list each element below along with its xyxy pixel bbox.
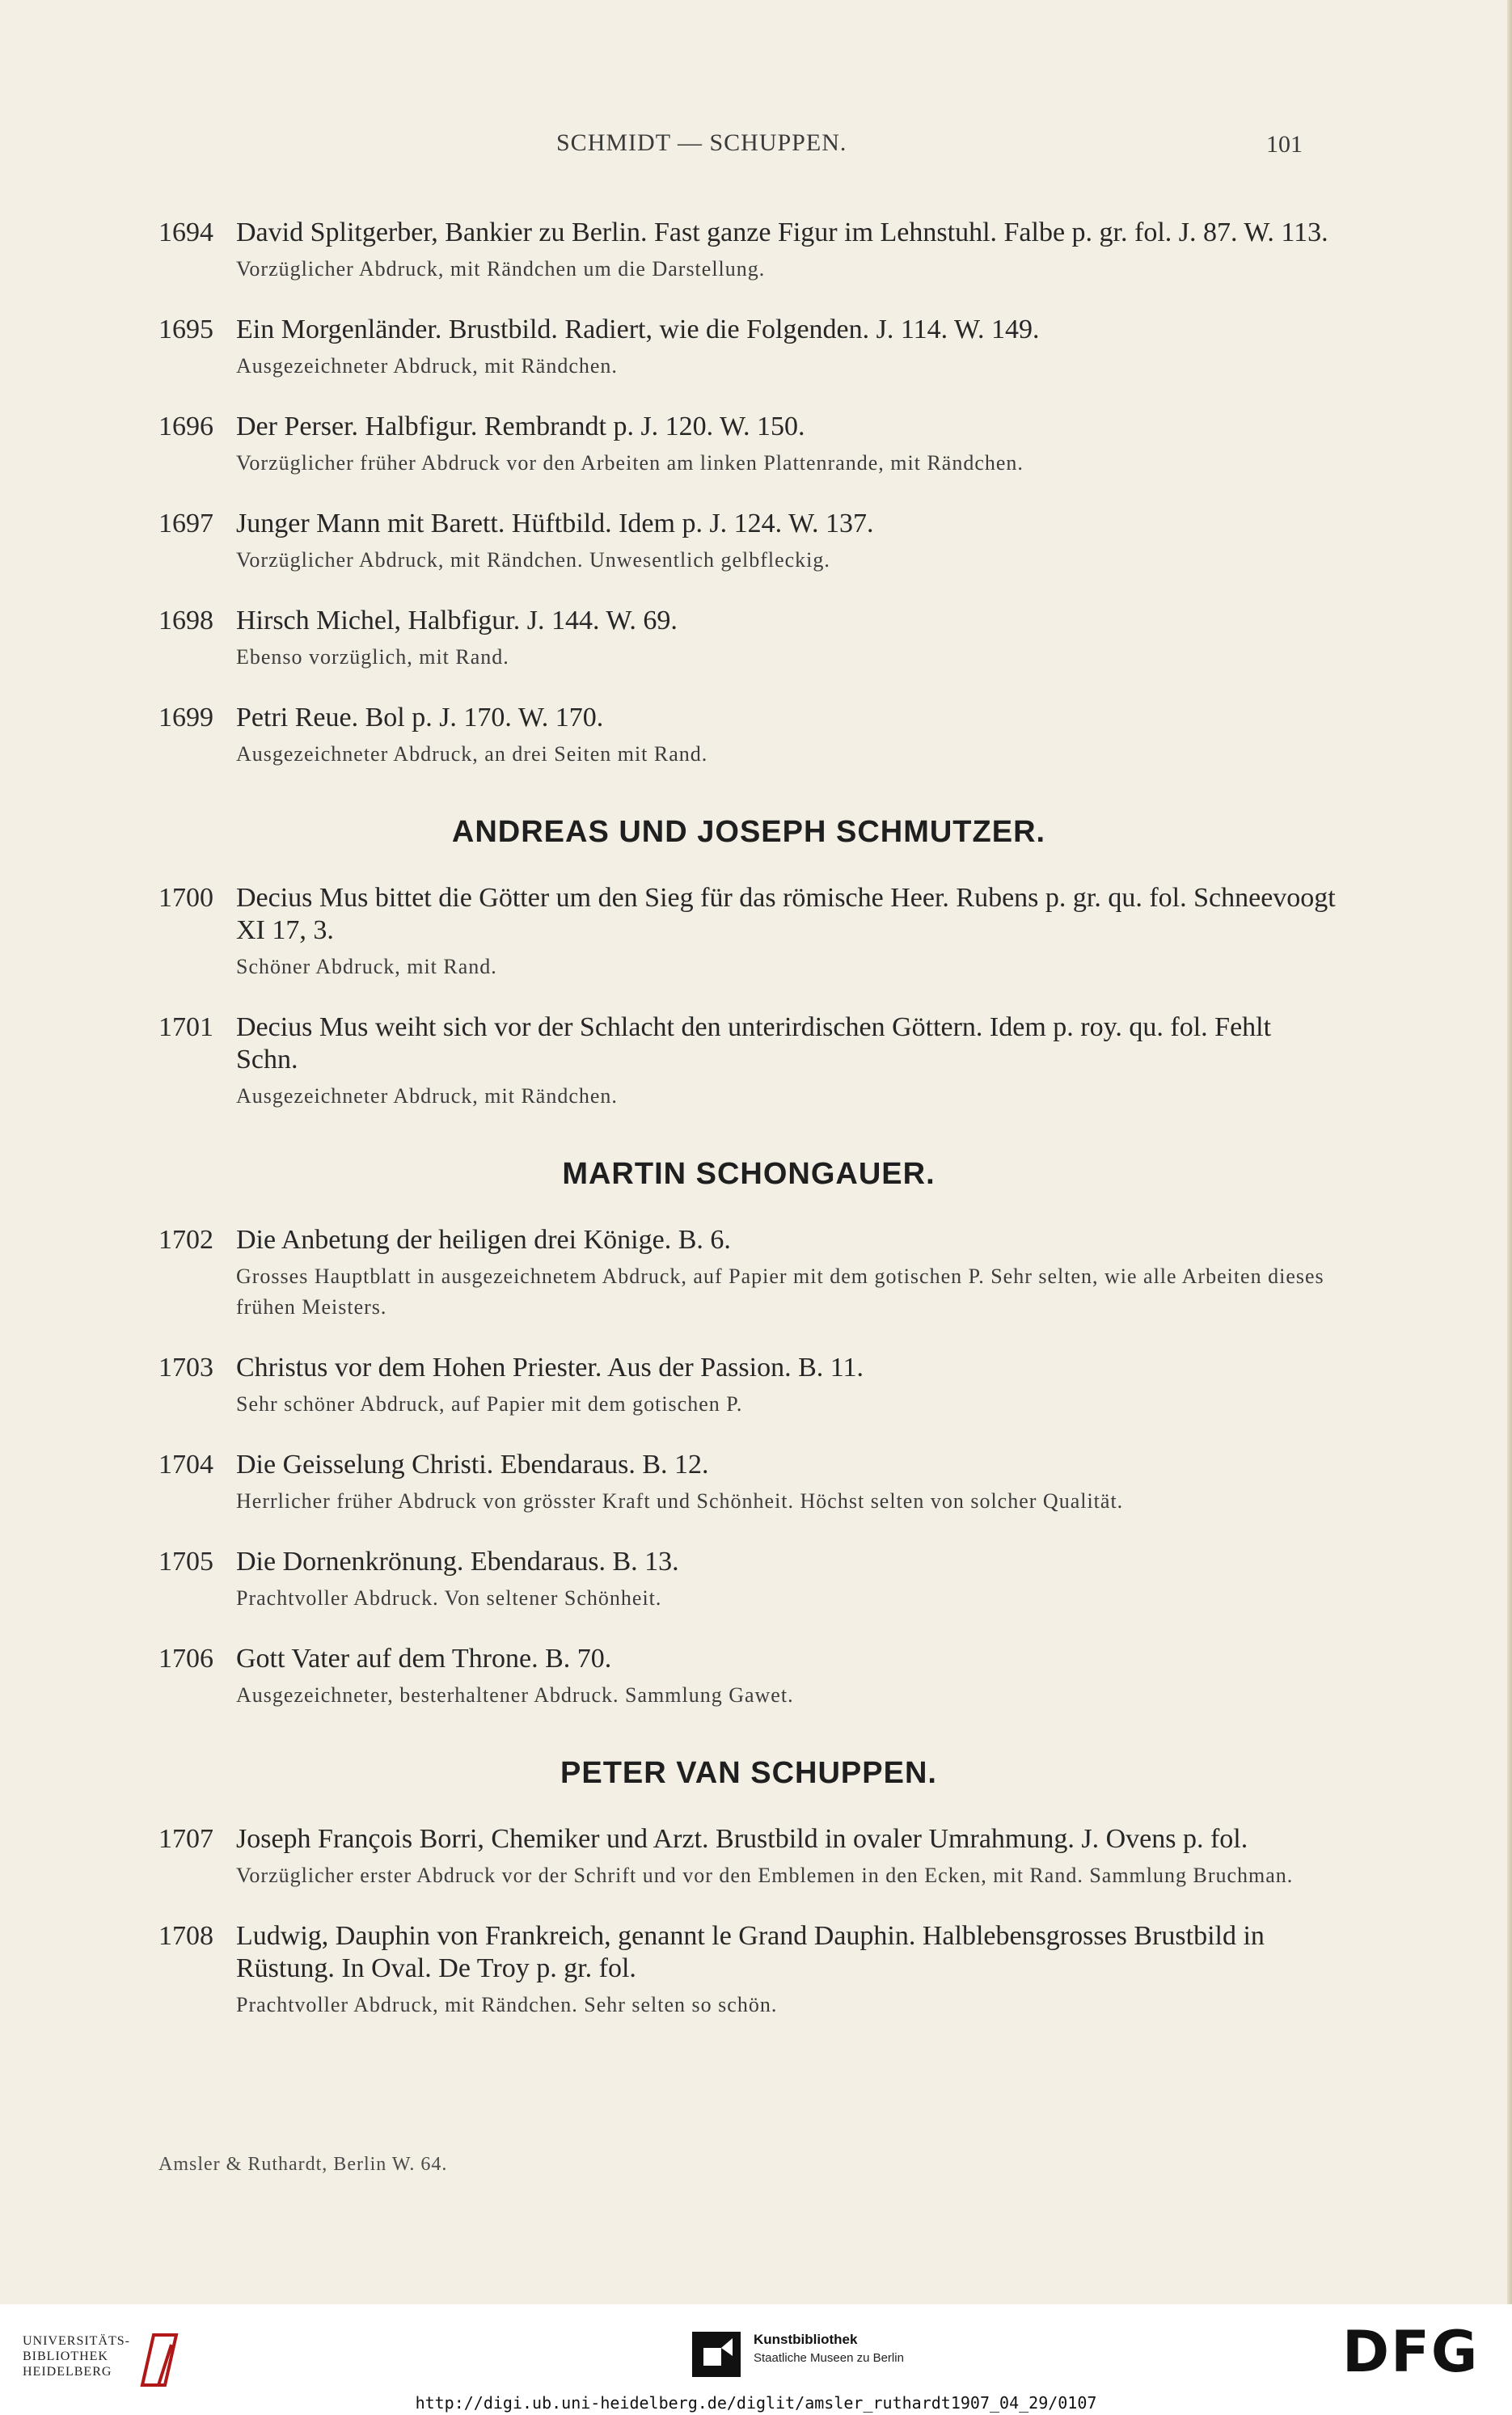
kunstbibliothek-name: Kunstbibliothek: [754, 2332, 858, 2347]
entry-description: Gott Vater auf dem Throne. B. 70.: [236, 1644, 612, 1674]
catalog-content: [158, 217, 1339, 2050]
kunstbibliothek-subtitle: Staatliche Museen zu Berlin: [754, 2351, 904, 2365]
condition-note: Vorzüglicher Abdruck, mit Rändchen um die Darstellung.: [236, 257, 766, 281]
entry-description: Die Geisselung Christi. Ebendaraus. B. 12.: [236, 1450, 709, 1480]
catalog-entry: [158, 1920, 1339, 2020]
entry-description: Petri Reue. Bol p. J. 170. W. 170.: [236, 703, 604, 733]
catalog-entry: [158, 882, 1339, 982]
section-heading: ANDREAS UND JOSEPH SCHMUTZER.: [451, 815, 1046, 849]
lot-number: 1705: [158, 1547, 213, 1577]
entry-description: David Splitgerber, Bankier zu Berlin. Fast ganze Figur im Lehnstuhl. Falbe p. gr. fol. J. 87. W. 113.: [236, 217, 1328, 247]
lot-number: 1699: [158, 703, 213, 733]
footer-bar: [0, 2304, 1512, 2415]
condition-note: Ausgezeichneter Abdruck, an drei Seiten mit Rand.: [236, 742, 708, 766]
catalog-entry: [158, 314, 1339, 382]
lot-number: 1700: [158, 883, 213, 913]
catalog-entry: [158, 702, 1339, 770]
running-head: [0, 129, 1512, 165]
running-title: SCHMIDT — SCHUPPEN.: [556, 129, 847, 156]
condition-note: Ausgezeichneter Abdruck, mit Rändchen.: [236, 354, 618, 378]
lot-number: 1704: [158, 1450, 213, 1480]
university-emblem-icon: [136, 2328, 184, 2392]
dfg-logo[interactable]: DFG: [1342, 2319, 1480, 2385]
condition-note: Sehr schöner Abdruck, auf Papier mit dem gotischen P.: [236, 1392, 743, 1416]
lot-number: 1696: [158, 412, 213, 441]
entry-description: Joseph François Borri, Chemiker und Arzt. Brustbild in ovaler Umrahmung. J. Ovens p. fol.: [236, 1824, 1248, 1854]
catalog-entry: [158, 1224, 1339, 1323]
catalog-entry: [158, 411, 1339, 479]
lot-number: 1701: [158, 1012, 213, 1042]
section-heading: MARTIN SCHONGAUER.: [562, 1157, 935, 1191]
entry-description: Ludwig, Dauphin von Frankreich, genannt le Grand Dauphin. Halblebensgrosses Brustbild in Rüstung. In Oval. De Troy p. gr. fol.: [236, 1921, 1265, 1983]
section-heading: PETER VAN SCHUPPEN.: [560, 1756, 937, 1790]
condition-note: Ebenso vorzüglich, mit Rand.: [236, 645, 509, 669]
entry-description: Christus vor dem Hohen Priester. Aus der Passion. B. 11.: [236, 1353, 864, 1383]
university-library-logo[interactable]: [23, 2328, 184, 2393]
permalink-url[interactable]: http://digi.ub.uni-heidelberg.de/diglit/amsler_ruthardt1907_04_29/0107: [415, 2393, 1097, 2413]
entry-description: Die Dornenkrönung. Ebendaraus. B. 13.: [236, 1547, 679, 1577]
catalog-entry: [158, 1823, 1339, 1891]
university-line: BIBLIOTHEK: [23, 2350, 108, 2363]
entry-description: Die Anbetung der heiligen drei Könige. B. 6.: [236, 1225, 731, 1255]
entry-description: Junger Mann mit Barett. Hüftbild. Idem p. J. 124. W. 137.: [236, 509, 874, 538]
lot-number: 1708: [158, 1921, 213, 1951]
entry-description: Hirsch Michel, Halbfigur. J. 144. W. 69.: [236, 606, 678, 635]
catalog-entry: [158, 508, 1339, 576]
catalog-entry: [158, 1352, 1339, 1420]
catalog-entry: [158, 1011, 1339, 1112]
condition-note: Grosses Hauptblatt in ausgezeichnetem Abdruck, auf Papier mit dem gotischen P. Sehr selten, wie alle Arbeiten dieses frühen Meisters.: [236, 1264, 1324, 1319]
catalog-entry: [158, 1449, 1339, 1517]
condition-note: Prachtvoller Abdruck, mit Rändchen. Sehr selten so schön.: [236, 1993, 778, 2016]
university-line: HEIDELBERG: [23, 2365, 112, 2379]
condition-note: Ausgezeichneter Abdruck, mit Rändchen.: [236, 1084, 618, 1108]
lot-number: 1697: [158, 509, 213, 538]
catalog-entry: [158, 1546, 1339, 1614]
condition-note: Herrlicher früher Abdruck von grösster Kraft und Schönheit. Höchst selten von solcher Qualität.: [236, 1489, 1124, 1513]
catalog-entry: [158, 217, 1339, 285]
lot-number: 1703: [158, 1353, 213, 1383]
university-line: UNIVERSITÄTS-: [23, 2334, 130, 2348]
entry-description: Der Perser. Halbfigur. Rembrandt p. J. 120. W. 150.: [236, 412, 805, 441]
entry-description: Decius Mus weiht sich vor der Schlacht den unterirdischen Göttern. Idem p. roy. qu. fol. Fehlt Schn.: [236, 1012, 1272, 1075]
catalog-entry: [158, 605, 1339, 673]
lot-number: 1698: [158, 606, 213, 635]
entry-description: Ein Morgenländer. Brustbild. Radiert, wie die Folgenden. J. 114. W. 149.: [236, 315, 1040, 344]
kunstbibliothek-logo[interactable]: [692, 2328, 935, 2377]
page-edge: [1507, 0, 1512, 2304]
kunstbibliothek-emblem-icon: [692, 2332, 741, 2377]
condition-note: Ausgezeichneter, besterhaltener Abdruck. Sammlung Gawet.: [236, 1683, 794, 1707]
condition-note: Vorzüglicher früher Abdruck vor den Arbeiten am linken Plattenrande, mit Rändchen.: [236, 451, 1024, 475]
entry-description: Decius Mus bittet die Götter um den Sieg für das römische Heer. Rubens p. gr. qu. fol. Schneevoogt XI 17, 3.: [236, 883, 1336, 945]
lot-number: 1694: [158, 217, 213, 247]
printer-imprint: Amsler & Ruthardt, Berlin W. 64.: [158, 2154, 448, 2175]
lot-number: 1707: [158, 1824, 213, 1854]
lot-number: 1706: [158, 1644, 213, 1674]
university-name: [23, 2333, 130, 2379]
condition-note: Prachtvoller Abdruck. Von seltener Schönheit.: [236, 1586, 662, 1610]
catalog-entry: [158, 1643, 1339, 1711]
condition-note: Vorzüglicher Abdruck, mit Rändchen. Unwesentlich gelbfleckig.: [236, 548, 830, 572]
page-number: 101: [1266, 131, 1303, 158]
lot-number: 1695: [158, 315, 213, 344]
lot-number: 1702: [158, 1225, 213, 1255]
condition-note: Vorzüglicher erster Abdruck vor der Schrift und vor den Emblemen in den Ecken, mit Rand. Sammlung Bruchman.: [236, 1864, 1294, 1887]
condition-note: Schöner Abdruck, mit Rand.: [236, 955, 497, 978]
